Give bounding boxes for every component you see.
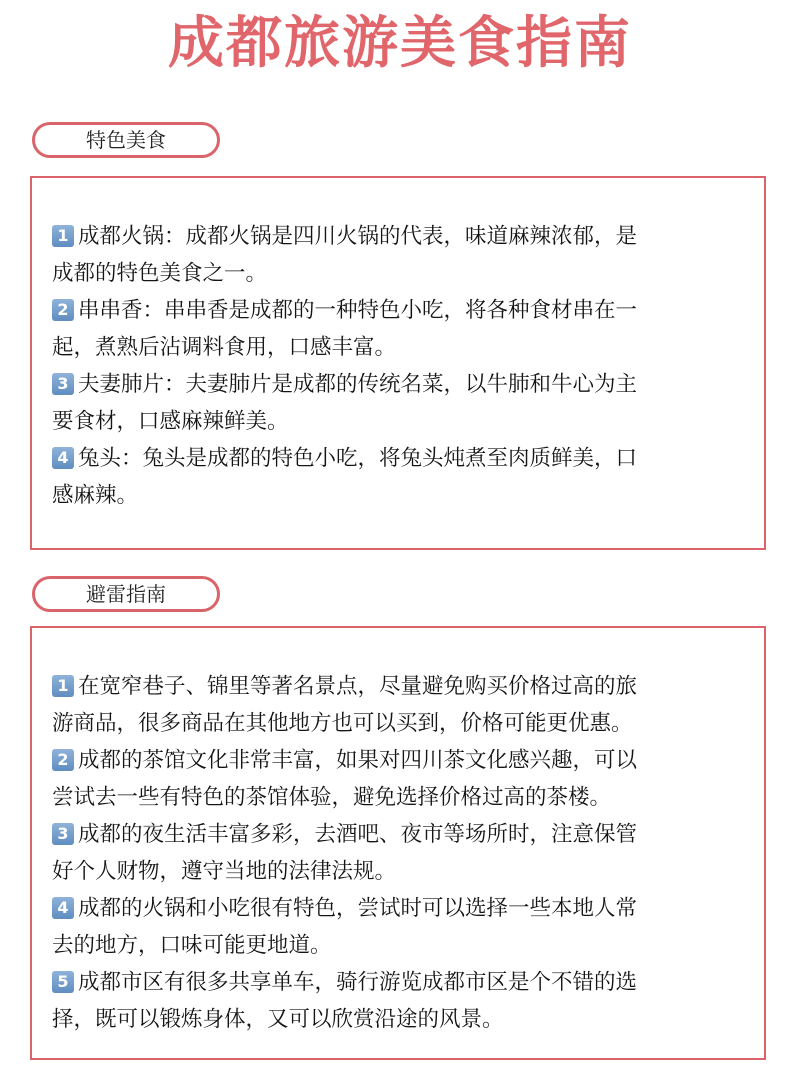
avoid-item-2-line-1 [52,742,744,779]
food-item-3 [52,366,744,440]
number-4-icon: 4 [52,897,74,919]
avoid-item-2-line-2: 尝试去一些有特色的茶馆体验，避免选择价格过高的茶楼。 [52,785,612,810]
avoid-item-5-line-1 [52,964,744,1001]
avoid-item-4-text-1: 成都的火锅和小吃很有特色，尝试时可以选择一些本地人常 [78,896,638,921]
food-item-3-line-1 [52,366,744,403]
section-heading-food: 特色美食 [32,122,220,158]
number-5-icon: 5 [52,971,74,993]
food-item-3-line-2: 要食材，口感麻辣鲜美。 [52,409,289,434]
avoid-item-4-line-1 [52,890,744,927]
avoid-section-box [30,626,766,1060]
number-2-icon: 2 [52,749,74,771]
food-item-2-line-1 [52,292,744,329]
food-item-1-text-1: 成都火锅：成都火锅是四川火锅的代表，味道麻辣浓郁，是 [78,224,638,249]
avoid-item-1 [52,668,744,742]
avoid-item-1-line-1 [52,668,744,705]
number-1-icon: 1 [52,675,74,697]
avoid-item-3-line-1 [52,816,744,853]
food-item-1 [52,218,744,292]
food-item-4-text-1: 兔头：兔头是成都的特色小吃，将兔头炖煮至肉质鲜美，口 [78,446,638,471]
page-title: 成都旅游美食指南 [168,11,632,76]
avoid-item-1-line-2: 游商品，很多商品在其他地方也可以买到，价格可能更优惠。 [52,711,633,736]
number-4-icon: 4 [52,447,74,469]
number-3-icon: 3 [52,823,74,845]
food-item-2 [52,292,744,366]
avoid-item-2 [52,742,744,816]
avoid-item-5 [52,964,744,1038]
avoid-item-5-line-2: 择，既可以锻炼身体，又可以欣赏沿途的风景。 [52,1007,504,1032]
food-item-4-line-2: 感麻辣。 [52,483,139,508]
food-section-box [30,176,766,550]
number-1-icon: 1 [52,225,74,247]
avoid-item-4 [52,890,744,964]
food-item-2-line-2: 起，煮熟后沾调料食用，口感丰富。 [52,335,397,360]
avoid-item-3-text-1: 成都的夜生活丰富多彩，去酒吧、夜市等场所时，注意保管 [78,822,638,847]
avoid-item-5-text-1: 成都市区有很多共享单车，骑行游览成都市区是个不错的选 [78,970,638,995]
food-item-3-text-1: 夫妻肺片：夫妻肺片是成都的传统名菜，以牛肺和牛心为主 [78,372,638,397]
food-item-2-text-1: 串串香：串串香是成都的一种特色小吃，将各种食材串在一 [78,298,638,323]
food-item-4 [52,440,744,514]
avoid-item-2-text-1: 成都的茶馆文化非常丰富，如果对四川茶文化感兴趣，可以 [78,748,638,773]
food-item-1-line-2: 成都的特色美食之一。 [52,261,268,286]
avoid-item-3 [52,816,744,890]
number-2-icon: 2 [52,299,74,321]
avoid-item-3-line-2: 好个人财物，遵守当地的法律法规。 [52,859,397,884]
avoid-item-1-text-1: 在宽窄巷子、锦里等著名景点，尽量避免购买价格过高的旅 [78,674,638,699]
food-item-4-line-1 [52,440,744,477]
food-list [52,218,744,514]
number-3-icon: 3 [52,373,74,395]
food-item-1-line-1 [52,218,744,255]
avoid-list [52,668,744,1038]
avoid-item-4-line-2: 去的地方，口味可能更地道。 [52,933,332,958]
section-heading-avoid: 避雷指南 [32,576,220,612]
